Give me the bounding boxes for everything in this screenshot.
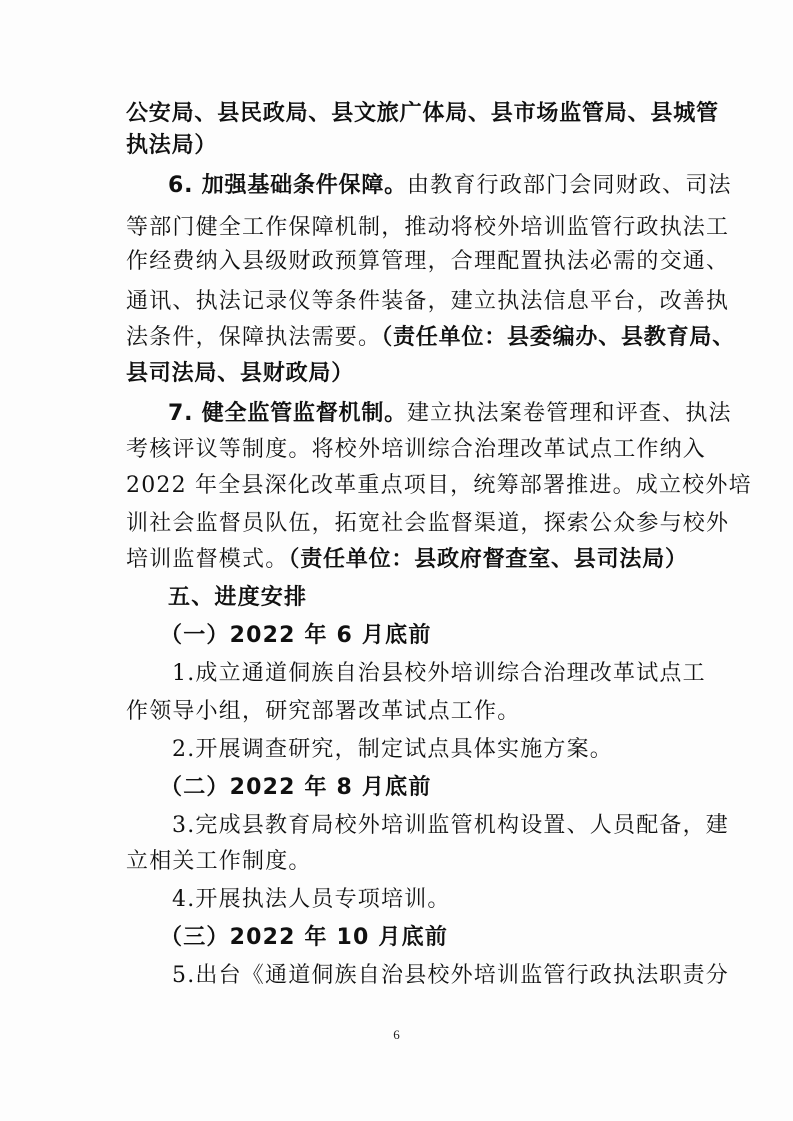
page-number: 6 (393, 1027, 400, 1042)
item-6-responsibility: （责任单位：县委编办、县教育局、 (381, 325, 736, 350)
item-6-text-end: 法条件，保障执法需要。 (126, 325, 382, 350)
text-line: 等部门健全工作保障机制，推动将校外培训监管行政执法工 (126, 215, 730, 240)
text-line: 考核评议等制度。将校外培训综合治理改革试点工作纳入 (126, 437, 707, 462)
item-7-heading: 7. 健全监管监督机制。 (168, 401, 407, 426)
text-line-with-responsibility (126, 546, 688, 574)
item-7-responsibility: （责任单位：县政府督查室、县司法局） (288, 547, 688, 572)
paragraph-7-first-line (168, 400, 732, 428)
item-6-text: 由教育行政部门会同财政、司法 (406, 173, 732, 198)
item-7-text-end: 培训监督模式。 (126, 547, 289, 572)
text-line: 训社会监督员队伍，拓宽社会监督渠道，探索公众参与校外 (126, 511, 730, 536)
text-line: 立相关工作制度。 (126, 849, 312, 874)
text-line: 通讯、执法记录仪等条件装备，建立执法信息平台，改善执 (126, 289, 730, 314)
text-line-with-responsibility (126, 324, 735, 352)
subsection-heading: （二）2022 年 8 月底前 (160, 775, 432, 800)
item-7-text: 建立执法案卷管理和评查、执法 (406, 401, 732, 426)
text-line: 3.完成县教育局校外培训监管机构设置、人员配备，建 (172, 813, 729, 838)
text-line: 1.成立通道侗族自治县校外培训综合治理改革试点工 (172, 661, 706, 686)
text-line: 5.出台《通道侗族自治县校外培训监管行政执法职责分 (172, 963, 729, 988)
item-6-heading: 6. 加强基础条件保障。 (168, 173, 407, 198)
text-line: 2.开展调查研究，制定试点具体实施方案。 (172, 737, 613, 762)
text-line: 县司法局、县财政局） (126, 361, 355, 386)
text-line: 作经费纳入县级财政预算管理，合理配置执法必需的交通、 (126, 249, 730, 274)
text-line: 2022 年全县深化改革重点项目，统筹部署推进。成立校外培 (126, 473, 752, 498)
section-heading: 五、进度安排 (168, 585, 308, 610)
text-line: 执法局） (126, 133, 218, 158)
subsection-heading: （一）2022 年 6 月底前 (160, 623, 432, 648)
text-line: 公安局、县民政局、县文旅广体局、县市场监管局、县城管 (126, 101, 719, 126)
paragraph-6-first-line (168, 172, 732, 200)
subsection-heading: （三）2022 年 10 月底前 (160, 925, 449, 950)
text-line: 4.开展执法人员专项培训。 (172, 887, 451, 912)
text-line: 作领导小组，研究部署改革试点工作。 (126, 699, 521, 724)
